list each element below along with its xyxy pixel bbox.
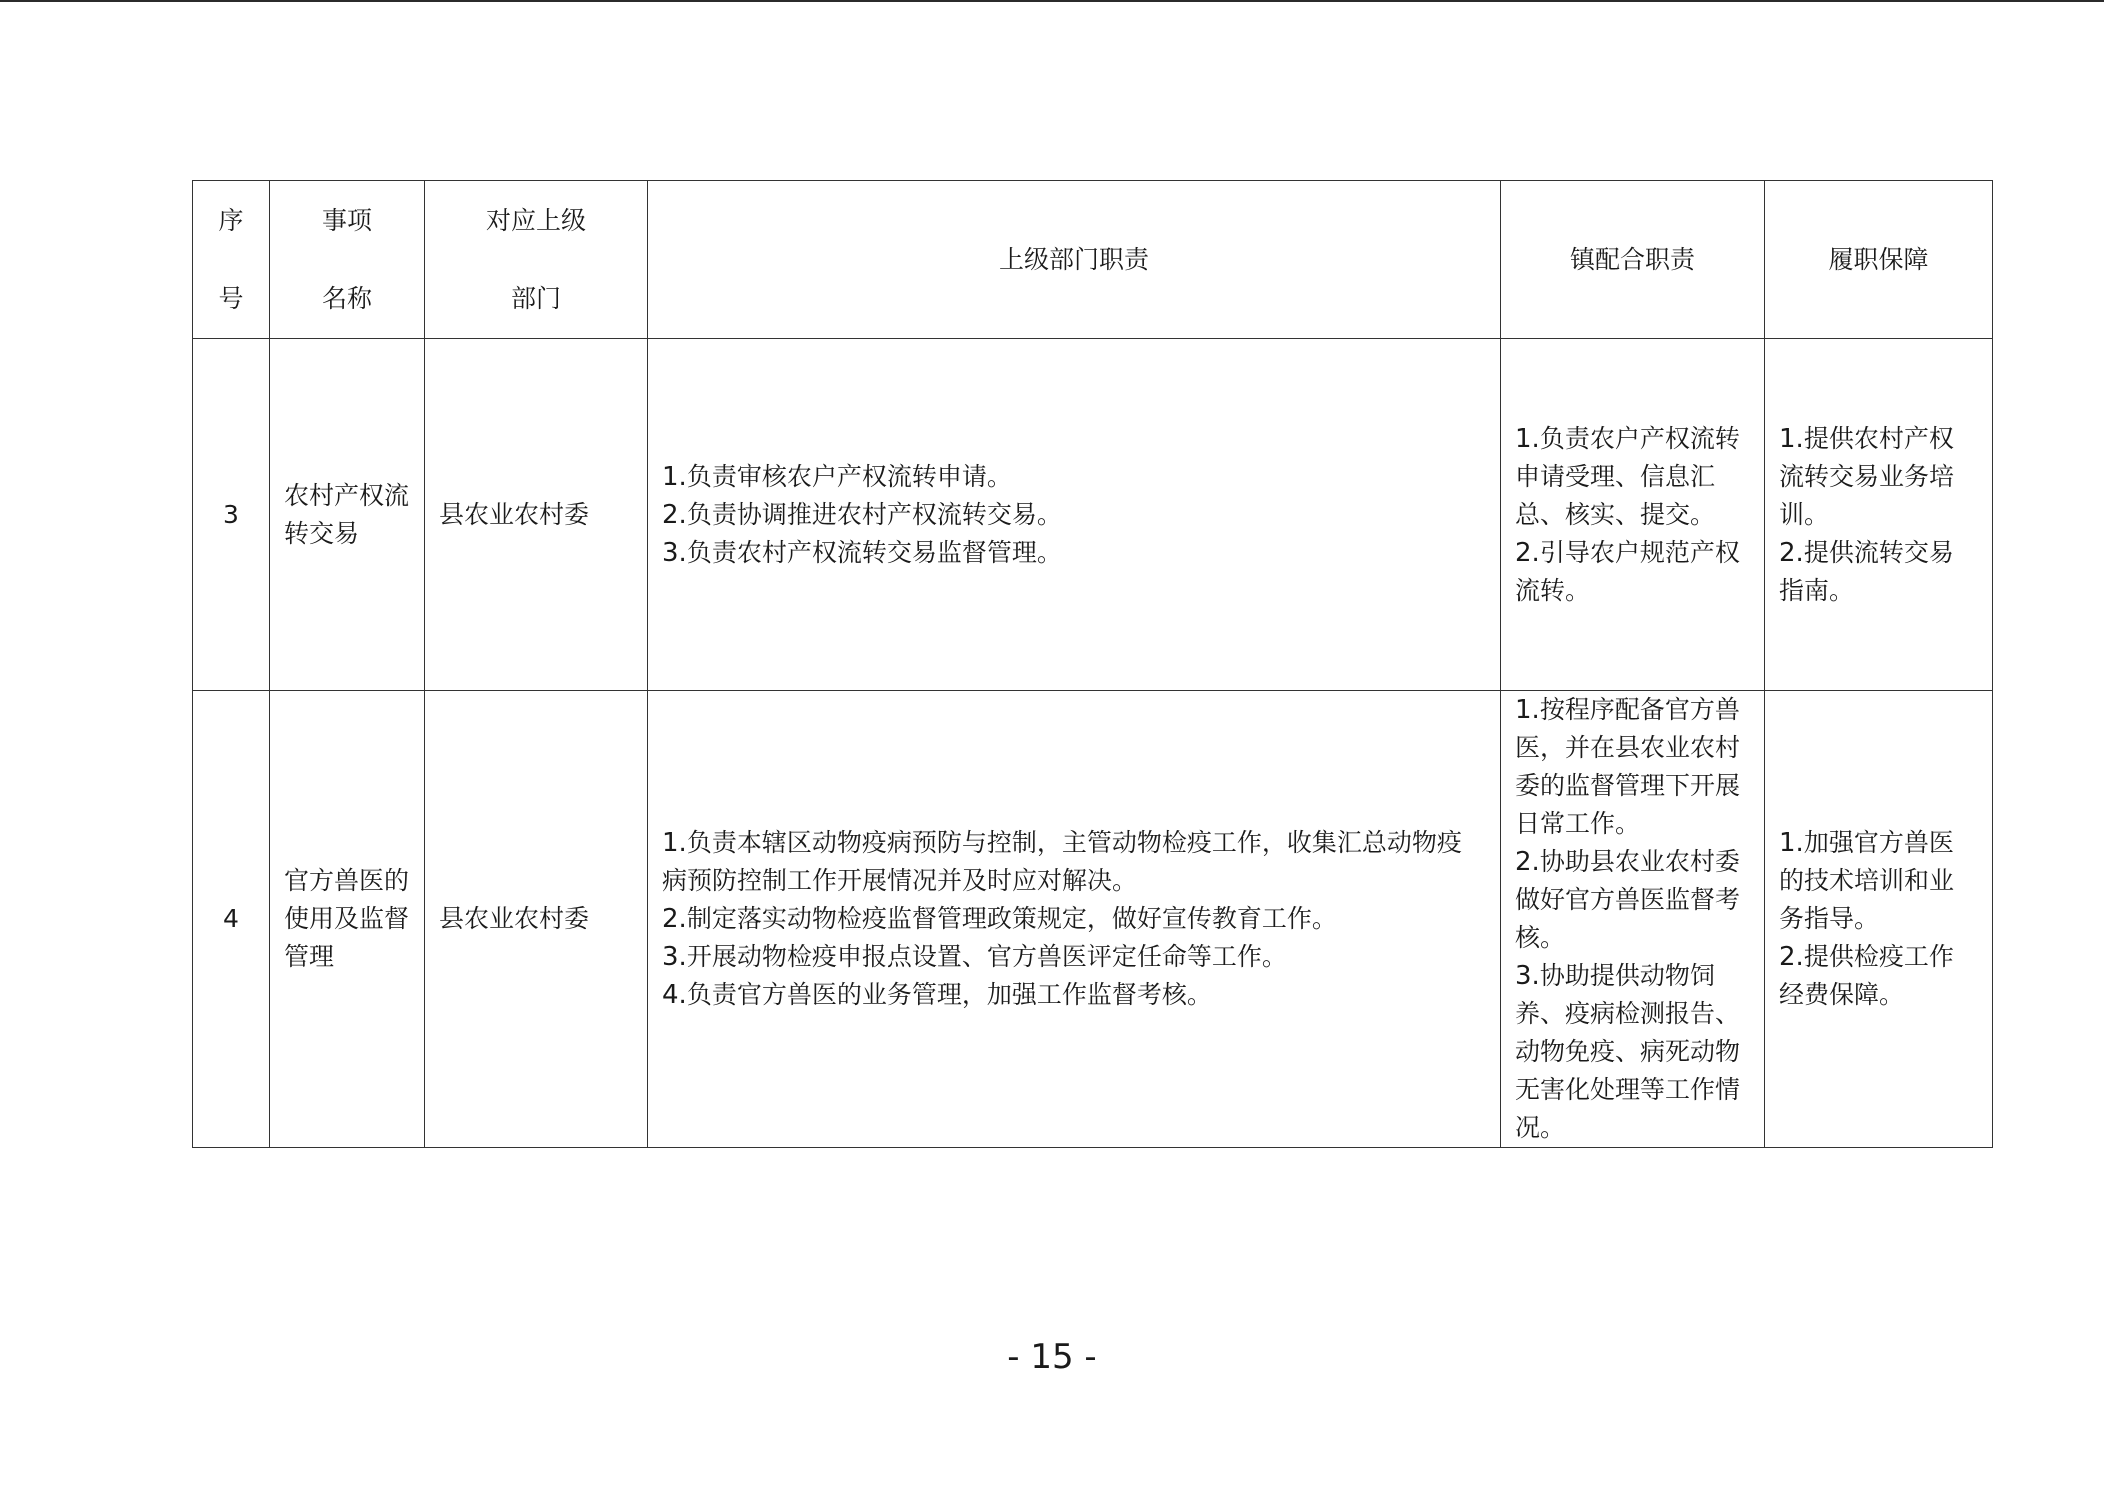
list-item: 1.负责审核农户产权流转申请。 <box>662 461 1012 492</box>
duty-table <box>192 180 1993 1148</box>
row-superior-dept: 县农业农村委 <box>425 339 648 691</box>
list-item: 4.负责官方兽医的业务管理，加强工作监督考核。 <box>662 980 1212 1010</box>
header-superior-dept: 对应上级 部门 <box>425 181 648 339</box>
list-item: 2.负责协调推进农村产权流转交易。 <box>662 499 1062 530</box>
list-item: 3.负责农村产权流转交易监督管理。 <box>662 537 1062 568</box>
table-row <box>193 691 1993 1148</box>
header-seq: 序 号 <box>193 181 270 339</box>
row-superior-duties <box>648 339 1501 691</box>
row-item-name: 官方兽医的使用及监督管理 <box>270 691 425 1148</box>
list-item: 3.开展动物检疫申报点设置、官方兽医评定任命等工作。 <box>662 942 1287 972</box>
row-guarantee <box>1765 339 1993 691</box>
table-header-row <box>193 181 1993 339</box>
row-item-name: 农村产权流转交易 <box>270 339 425 691</box>
page-number: - 15 - <box>1007 1337 1097 1377</box>
list-item: 2.协助县农业农村委做好官方兽医监督考核。 <box>1515 847 1741 952</box>
list-item: 1.加强官方兽医的技术培训和业务指导。 <box>1779 828 1955 933</box>
row-seq: 4 <box>193 691 270 1148</box>
row-guarantee <box>1765 691 1993 1148</box>
header-guarantee: 履职保障 <box>1765 181 1993 339</box>
list-item: 1.提供农村产权流转交易业务培训。 <box>1779 423 1955 529</box>
header-town-duties: 镇配合职责 <box>1501 181 1765 339</box>
list-item: 2.引导农户规范产权流转。 <box>1515 537 1740 605</box>
row-town-duties <box>1501 339 1765 691</box>
row-seq: 3 <box>193 339 270 691</box>
row-town-duties <box>1501 691 1765 1148</box>
table-row <box>193 339 1993 691</box>
top-border-line <box>0 0 2104 2</box>
list-item: 1.按程序配备官方兽医，并在县农业农村委的监督管理下开展日常工作。 <box>1515 695 1741 838</box>
list-item: 1.负责本辖区动物疫病预防与控制，主管动物检疫工作，收集汇总动物疫病预防控制工作开展情况并及时应对解决。 <box>662 828 1462 895</box>
list-item: 3.协助提供动物饲养、疫病检测报告、动物免疫、病死动物无害化处理等工作情况。 <box>1515 961 1741 1142</box>
header-superior-duties: 上级部门职责 <box>648 181 1501 339</box>
row-superior-dept: 县农业农村委 <box>425 691 648 1148</box>
list-item: 2.提供流转交易指南。 <box>1779 537 1954 605</box>
list-item: 2.制定落实动物检疫监督管理政策规定，做好宣传教育工作。 <box>662 904 1337 934</box>
header-item-name: 事项 名称 <box>270 181 425 339</box>
list-item: 1.负责农户产权流转申请受理、信息汇总、核实、提交。 <box>1515 423 1740 529</box>
list-item: 2.提供检疫工作经费保障。 <box>1779 942 1954 1009</box>
row-superior-duties <box>648 691 1501 1148</box>
